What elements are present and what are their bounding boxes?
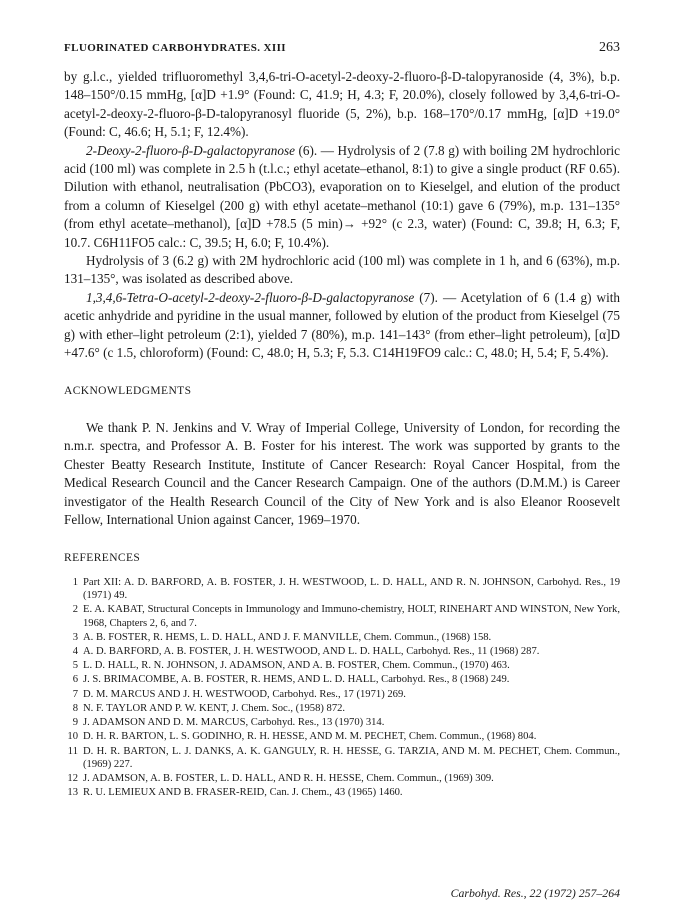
reference-text: R. U. LEMIEUX AND B. FRASER-REID, Can. J. Chem., 43 (1965) 1460. [83,787,403,799]
reference-number: 2 [72,604,78,616]
reference-number: 6 [72,674,78,686]
reference-item [64,659,620,672]
reference-text: L. D. HALL, R. N. JOHNSON, J. ADAMSON, AND A. B. FOSTER, Chem. Commun., (1970) 463. [83,660,510,672]
reference-text: D. M. MARCUS AND J. H. WESTWOOD, Carbohyd. Res., 17 (1971) 269. [83,688,406,700]
reference-text: D. H. R. BARTON, L. S. GODINHO, R. H. HESSE, AND M. M. PECHET, Chem. Commun., (1968) 804. [83,731,537,743]
reference-text: A. B. FOSTER, R. HEMS, L. D. HALL, AND J. F. MANVILLE, Chem. Commun., (1968) 158. [83,631,492,643]
reference-number: 5 [72,660,78,672]
reference-text: A. D. BARFORD, A. B. FOSTER, J. H. WESTWOOD, AND L. D. HALL, Carbohyd. Res., 11 (1968) 287. [83,646,540,658]
reference-number: 12 [67,772,78,784]
paragraph [64,142,620,252]
reference-text: N. F. TAYLOR AND P. W. KENT, J. Chem. Soc., (1958) 872. [83,702,346,714]
reference-number: 9 [72,717,78,729]
reference-item [64,772,620,785]
reference-item [64,702,620,715]
reference-number: 10 [67,731,78,743]
reference-item [64,603,620,629]
reference-item [64,786,620,799]
reference-item [64,730,620,743]
reference-text: E. A. KABAT, Structural Concepts in Immunology and Immuno-chemistry, HOLT, RINEHART AND WINSTON, New York, 1968, Chapters 2, 6, and 7. [83,604,620,629]
acknowledgments-text: We thank P. N. Jenkins and V. Wray of Imperial College, University of London, for recording the n.m.r. spectra, and Professor A. B. Foster for his interest. The work was supported by grants to the Chester Beatty Research Institute, Institute of Cancer Research: Royal Cancer Hospital, from the Medical Research Council and the Cancer Research Campaign. One of the authors (D.M.M.) is Career investigator of the Health Research Council of the City of New York and is also Eleanor Roosevelt Fellow, International Union against Cancer, 1969–1970. [64,419,620,528]
reference-number: 11 [67,745,78,757]
paragraph [64,289,620,363]
reference-item [64,673,620,686]
paragraph [64,252,620,289]
paragraph-text: Hydrolysis of 3 (6.2 g) with 2M hydrochloric acid (100 ml) was complete in 1 h, and 6 (63%), m.p. 131–135°, was isolated as described above. [64,253,620,287]
reference-item [64,745,620,771]
reference-text: J. ADAMSON AND D. M. MARCUS, Carbohyd. Res., 13 (1970) 314. [83,717,385,729]
body-text [64,68,620,363]
reference-number: 8 [72,702,78,714]
reference-item [64,688,620,701]
compound-title: 1,3,4,6-Tetra-O-acetyl-2-deoxy-2-fluoro-β-D-galactopyranose [86,289,415,305]
reference-text: D. H. R. BARTON, L. J. DANKS, A. K. GANGULY, R. H. HESSE, G. TARZIA, AND M. M. PECHET, Chem. Commun., (1969) 227. [83,745,620,770]
references-list [64,576,620,799]
reference-item [64,716,620,729]
reference-number: 7 [72,688,78,700]
reference-item [64,631,620,644]
reference-item [64,576,620,602]
paragraph-text: (7). — Acetylation of 6 (1.4 g) with acetic anhydride and pyridine in the usual manner, followed by elution of the product from Kieselgel (75 g) with ether–light petroleum (2:1), yielded 7 (80%), m.p. 141–143° (from ether–light petroleum), [α]D +47.6° (c 1.5, chloroform) (Found: C, 48.0; H, 5.3; F, 5.3. C14H19FO9 calc.: C, 48.0; H, 5.4; F, 5.4%). [64,289,620,361]
reference-number: 4 [72,646,78,658]
reference-number: 13 [67,787,78,799]
references-heading: REFERENCES [64,552,141,565]
paragraph-text: by g.l.c., yielded trifluoromethyl 3,4,6-tri-O-acetyl-2-deoxy-2-fluoro-β-D-talopyranoside (4, 3%), b.p. 148–150°/0.15 mmHg, [α]D +1.9° (Found: C, 41.9; H, 4.3; F, 20.0%), closely followed by 3,4,6-tri-O-acetyl-2-deoxy-2-fluoro-β-D-talopyranosyl fluoride (5, 2%), b.p. 168–170°/0.17 mmHg, [α]D +19.0° (Found: C, 46.6; H, 5.1; F, 12.4%). [64,69,620,140]
reference-number: 1 [72,577,78,589]
page-number: 263 [599,40,620,55]
page [64,40,620,815]
journal-citation: Carbohyd. Res., 22 (1972) 257–264 [450,886,620,900]
reference-item [64,645,620,658]
paragraph [64,68,620,142]
running-title: FLUORINATED CARBOHYDRATES. XIII [64,42,286,54]
reference-text: J. ADAMSON, A. B. FOSTER, L. D. HALL, AND R. H. HESSE, Chem. Commun., (1969) 309. [83,772,494,784]
acknowledgments-heading: ACKNOWLEDGMENTS [64,384,192,397]
page-header [64,40,620,56]
compound-title: 2-Deoxy-2-fluoro-β-D-galactopyranose [86,142,295,158]
paragraph-text: (6). — Hydrolysis of 2 (7.8 g) with boiling 2M hydrochloric acid (100 ml) was complete in 2.5 h (t.l.c.; ethyl acetate–ethanol, 8:1) to give a single product (RF 0.65). Dilution with ethanol, neutralisation (PbCO3), evaporation on to Kieselgel, and elution of the product from a column of Kieselgel (200 g) with ethyl acetate–methanol (10:1) gave 6 (79%), m.p. 131–135° (from ethyl acetate–methanol), [α]D +78.5 (5 min)→ +92° (c 2.3, water) (Found: C, 39.8; H, 6.3; F, 10.7. C6H11FO5 calc.: C, 39.5; H, 6.0; F, 10.4%). [64,142,620,250]
reference-number: 3 [72,631,78,643]
reference-text: Part XII: A. D. BARFORD, A. B. FOSTER, J. H. WESTWOOD, L. D. HALL, AND R. N. JOHNSON, Carbohyd. Res., 19 (1971) 49. [83,577,620,602]
reference-text: J. S. BRIMACOMBE, A. B. FOSTER, R. HEMS, AND L. D. HALL, Carbohyd. Res., 8 (1968) 249. [83,674,510,686]
